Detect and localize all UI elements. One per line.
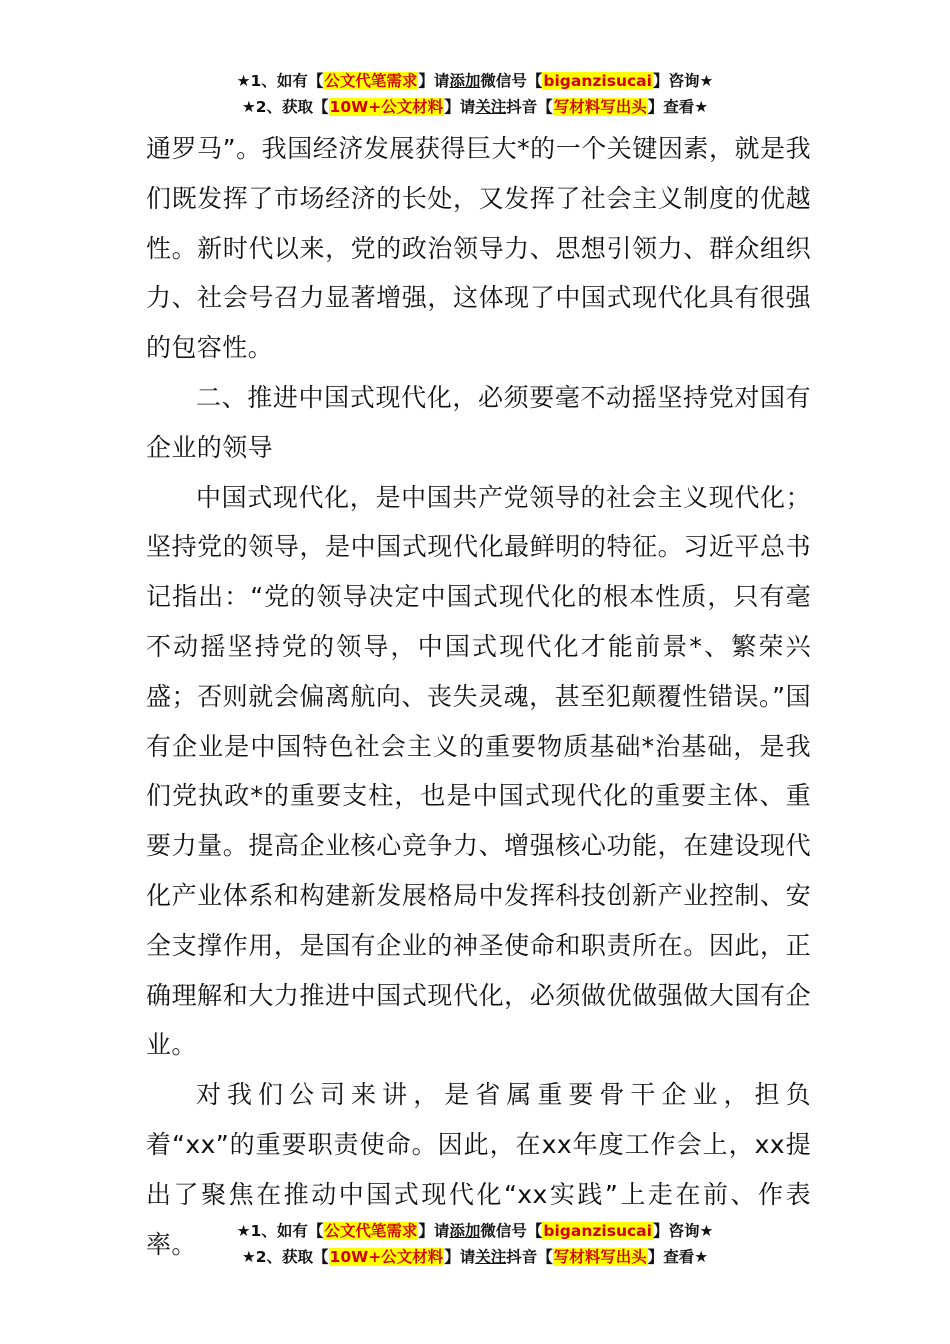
banner-highlight: 写材料写出头 — [553, 1248, 647, 1266]
banner-text: 】查看★ — [647, 98, 709, 116]
banner-text: ★1、如有【 — [236, 72, 324, 90]
banner-highlight: 10W+公文材料 — [329, 98, 444, 116]
banner-text: 抖音【 — [506, 1248, 553, 1266]
banner-text: 】咨询★ — [652, 1222, 714, 1240]
paragraph: 对我们公司来讲，是省属重要骨干企业，担负着“xx”的重要职责使命。因此，在xx年度工作会上，xx提出了聚焦在推动中国式现代化“xx实践”上走在前、作表率。 — [146, 1080, 811, 1259]
banner-text: ★2、获取【 — [241, 1248, 329, 1266]
banner-underline: 关注 — [475, 98, 507, 116]
banner-highlight: 10W+公文材料 — [329, 1248, 444, 1266]
paragraph: 中国式现代化，是中国共产党领导的社会主义现代化；坚持党的领导，是中国式现代化最鲜明的特征。习近平总书记指出：“党的领导决定中国式现代化的根本性质，只有毫不动摇坚持党的领导，中国式现代化才能前景*、繁荣兴盛；否则就会偏离航向、丧失灵魂，甚至犯颠覆性错误。”国有企业是中国特色社会主义的重要物质基础*治基础，是我们党执政*的重要支柱，也是中国式现代化的重要主体、重要力量。提高企业核心竞争力、增强核心功能，在建设现代化产业体系和构建新发展格局中发挥科技创新产业控制、安全支撑作用，是国有企业的神圣使命和职责所在。因此，正确理解和大力推进中国式现代化，必须做优做强做大国有企业。 — [146, 482, 811, 1060]
section-heading: 二、推进中国式现代化，必须要毫不动摇坚持党对国有企业的领导 — [146, 382, 811, 462]
banner-text: ★1、如有【 — [236, 1222, 324, 1240]
banner-text: 微信号【 — [480, 1222, 543, 1240]
banner-text: 】咨询★ — [652, 72, 714, 90]
banner-highlight: 公文代笔需求 — [324, 72, 418, 90]
banner-text: 】请 — [418, 1222, 450, 1240]
banner-line-1 — [0, 1218, 950, 1244]
banner-text: 】请 — [444, 1248, 476, 1266]
banner-highlight: biganzisucai — [543, 72, 652, 90]
banner-text: ★2、获取【 — [241, 98, 329, 116]
banner-highlight: 写材料写出头 — [553, 98, 647, 116]
banner-line-2 — [0, 1244, 950, 1270]
banner-text: 】请 — [444, 98, 476, 116]
banner-text: 】请 — [418, 72, 450, 90]
top-banner — [0, 68, 950, 120]
document-body — [146, 124, 811, 1269]
banner-underline: 添加 — [449, 1222, 481, 1240]
banner-line-1 — [0, 68, 950, 94]
paragraph: 通罗马”。我国经济发展获得巨大*的一个关键因素，就是我们既发挥了市场经济的长处，又发挥了社会主义制度的优越性。新时代以来，党的政治领导力、思想引领力、群众组织力、社会号召力显著增强，这体现了中国式现代化具有很强的包容性。 — [146, 134, 811, 363]
banner-text: 微信号【 — [480, 72, 543, 90]
banner-underline: 关注 — [475, 1248, 507, 1266]
banner-underline: 添加 — [449, 72, 481, 90]
banner-text: 】查看★ — [647, 1248, 709, 1266]
banner-line-2 — [0, 94, 950, 120]
banner-highlight: biganzisucai — [543, 1222, 652, 1240]
bottom-banner — [0, 1218, 950, 1270]
banner-text: 抖音【 — [506, 98, 553, 116]
banner-highlight: 公文代笔需求 — [324, 1222, 418, 1240]
